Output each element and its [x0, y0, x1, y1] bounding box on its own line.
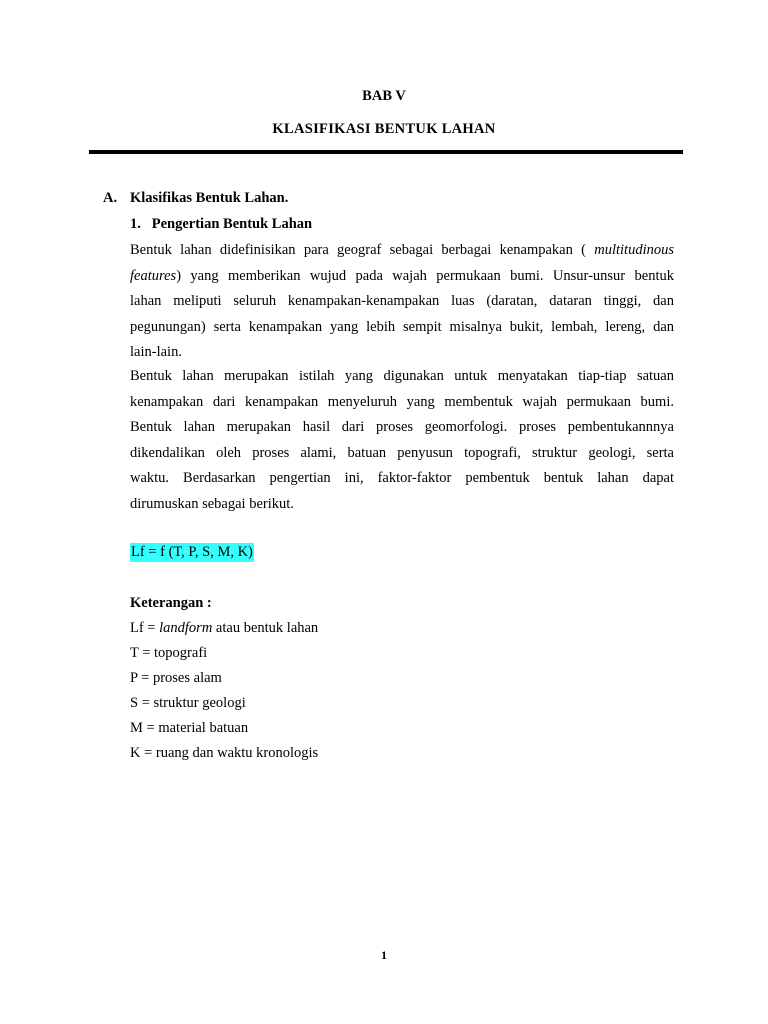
- paragraph-line: dikendalikan oleh proses alami, batuan penyusun topografi, struktur geologi, serta: [130, 444, 674, 461]
- formula-highlighted: Lf = f (T, P, S, M, K): [131, 544, 253, 560]
- paragraph-line: [130, 264, 674, 290]
- text-run: Bentuk lahan didefinisikan para geograf sebagai berbagai kenampakan (: [130, 242, 595, 258]
- section-heading: Klasifikas Bentuk Lahan.: [130, 190, 289, 206]
- legend-item: T = topografi: [130, 645, 208, 661]
- page-number: 1: [381, 948, 387, 962]
- chapter-label: BAB V: [362, 88, 406, 104]
- italic-term: features: [130, 267, 177, 284]
- text-run: atau bentuk lahan: [212, 620, 319, 636]
- subsection-heading: 1. Pengertian Bentuk Lahan: [130, 216, 313, 232]
- paragraph-line: waktu. Berdasarkan pengertian ini, faktor-faktor pembentuk bentuk lahan dapat: [130, 470, 674, 487]
- legend-item: S = struktur geologi: [130, 695, 246, 711]
- paragraph-line: kenampakan dari kenampakan menyeluruh yang membentuk wajah permukaan bumi.: [130, 393, 674, 410]
- text-run: ) yang memberikan wujud pada wajah permukaan bumi. Unsur-unsur bentuk: [176, 267, 674, 284]
- paragraph-line: [130, 238, 674, 264]
- legend-item-lf: [130, 620, 318, 637]
- paragraph-line: lahan meliputi seluruh kenampakan-kenampakan luas (daratan, dataran tinggi, dan: [130, 293, 674, 310]
- legend-item: M = material batuan: [130, 720, 249, 736]
- legend-item: K = ruang dan waktu kronologis: [130, 745, 319, 761]
- paragraph-explanation: [130, 364, 674, 518]
- section-marker: A.: [103, 190, 118, 206]
- italic-term: multitudinous: [594, 242, 674, 258]
- paragraph-line: Bentuk lahan merupakan hasil dari proses geomorfologi. proses pembentukannnya: [130, 419, 674, 436]
- title-divider: [89, 150, 683, 154]
- text-run: Lf =: [130, 620, 160, 636]
- chapter-title: KLASIFIKASI BENTUK LAHAN: [272, 121, 496, 137]
- legend-heading: Keterangan :: [130, 595, 212, 611]
- legend-item: P = proses alam: [130, 670, 222, 686]
- italic-term: landform: [159, 620, 213, 636]
- paragraph-line: Bentuk lahan merupakan istilah yang digunakan untuk menyatakan tiap-tiap satuan: [130, 368, 674, 384]
- paragraph-line: pegunungan) serta kenampakan yang lebih sempit misalnya bukit, lembah, lereng, dan: [130, 318, 674, 335]
- paragraph-line: dirumuskan sebagai berikut.: [130, 495, 294, 512]
- paragraph-definition: [130, 238, 674, 366]
- paragraph-line: lain-lain.: [130, 344, 182, 361]
